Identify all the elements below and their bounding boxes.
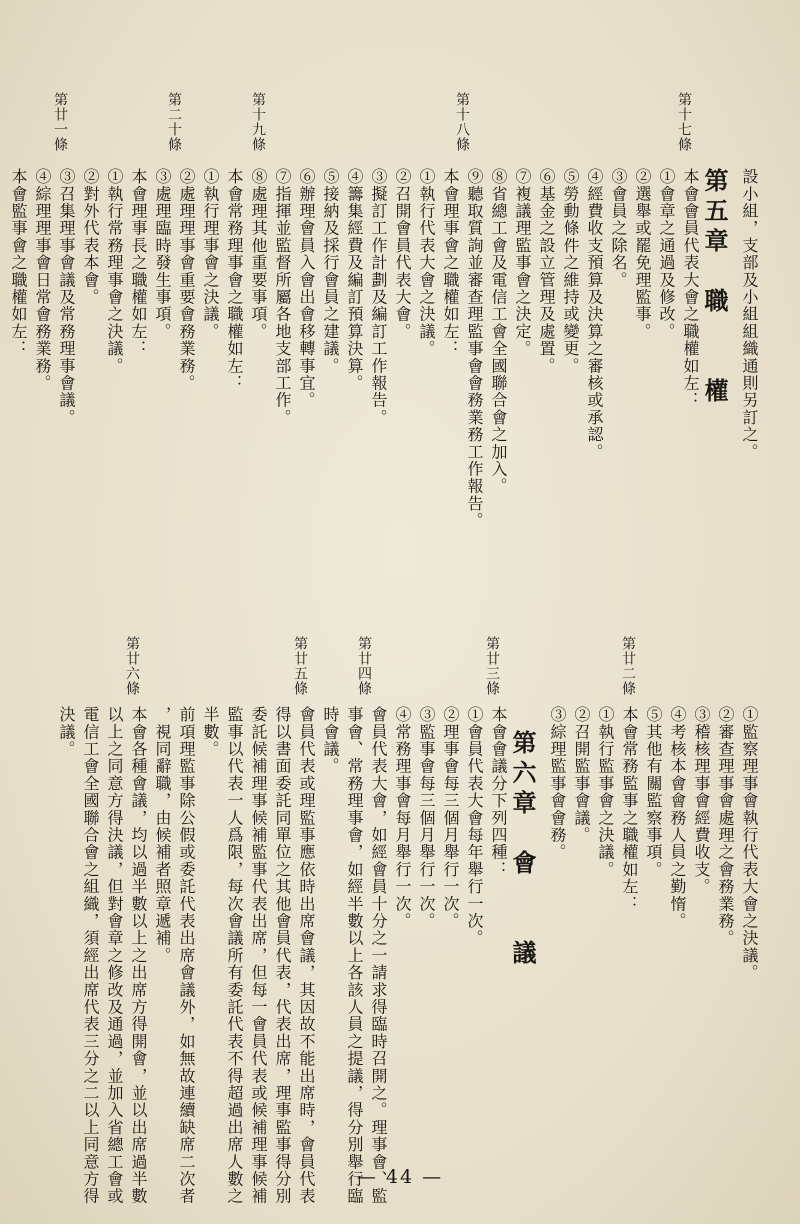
text-line: ②召開會員代表大會。 <box>393 168 412 340</box>
text-line: 委託候補理事候補監事代表出席，但每一會員代表或候補理事候補 <box>249 706 268 1205</box>
text-line: ②處理理事會重要會務業務。 <box>177 168 196 392</box>
text-line: 決議。 <box>57 706 76 758</box>
text-line: 本會常務監事之職權如左： <box>620 706 639 913</box>
text-line: ⑥基金之設立管理及處置。 <box>537 168 556 375</box>
article-number: 第二十條 <box>166 92 182 152</box>
text-line: 時會議。 <box>321 706 340 775</box>
article-number: 第廿六條 <box>124 636 140 696</box>
text-line: ①會章之通過及修改。 <box>657 168 676 340</box>
text-line: ④常務理事會每月舉行一次。 <box>393 706 412 930</box>
article-number: 第十八條 <box>454 92 470 152</box>
text-line: ⑨聽取質詢並審查理監事會會務業務工作報告。 <box>465 168 484 530</box>
text-line: 以上之同意方得決議，但對會章之修改及通過，並加入省總工會或 <box>105 706 124 1205</box>
text-line: 本會理事長之職權如左： <box>129 168 148 358</box>
text-line: ⑤勞動條件之維持或變更。 <box>561 168 580 375</box>
text-line: ③綜理監事會會務。 <box>548 706 567 861</box>
page-number: — 44 — <box>356 1166 444 1188</box>
text-line: ③召集理事會議及常務理事會議。 <box>57 168 76 426</box>
text-line: 半數。 <box>201 706 220 758</box>
text-line: ②選舉或罷免理監事。 <box>633 168 652 340</box>
text-line: ③會員之除名。 <box>609 168 628 289</box>
text-line: 設小組，支部及小組組織通則另訂之。 <box>740 168 759 461</box>
text-line: 本會會議分下列四種： <box>489 706 508 878</box>
chapter-heading: 第六章 會 議 <box>508 730 537 970</box>
text-line: 會員代表或理監事應依時出席會議，其因故不能出席時，會員代表 <box>297 706 316 1205</box>
text-line: ①會員代表大會每年舉行一次。 <box>465 706 484 947</box>
text-line: ④綜理理事會日常會務業務。 <box>33 168 52 392</box>
article-number: 第廿一條 <box>52 92 68 152</box>
text-line: ①監察理事會執行代表大會之決議。 <box>740 706 759 982</box>
text-line: ②召開監事會議。 <box>572 706 591 844</box>
text-line: ②對外代表本會。 <box>81 168 100 306</box>
text-line: 得以書面委託同單位之其他會員代表，代表出席，理事監事得分別 <box>273 706 292 1205</box>
text-line: ①執行常務理事會之決議。 <box>105 168 124 375</box>
text-line: ③處理臨時發生事項。 <box>153 168 172 340</box>
text-line: ①執行監事會之決議。 <box>596 706 615 878</box>
text-line: ⑧省總工會及電信工會全國聯合會之加入。 <box>489 168 508 495</box>
text-line: ⑤其他有關監察事項。 <box>644 706 663 878</box>
text-line: 本會理事會之職權如左： <box>441 168 460 358</box>
text-line: ①執行代表大會之決議。 <box>417 168 436 358</box>
text-line: ①執行理事會之決議。 <box>201 168 220 340</box>
text-line: ③擬訂工作計劃及編訂工作報告。 <box>369 168 388 426</box>
text-line: ②理事會每三個月舉行一次。 <box>441 706 460 930</box>
text-line: ⑤接納及採行會員之建議。 <box>321 168 340 375</box>
text-line: 本會常務理事會之職權如左： <box>225 168 244 392</box>
text-line: 本會各種會議，均以過半數以上之出席方得開會，並以出席過半數 <box>129 706 148 1205</box>
text-line: ②審查理事會處理之會務業務。 <box>716 706 735 947</box>
text-line: ③監事會每三個月舉行一次。 <box>417 706 436 930</box>
text-line: ④籌集經費及編訂預算決算。 <box>345 168 364 392</box>
text-line: 事會、常務理事會，如經半數以上各該人員之提議，得分別舉行臨 <box>345 706 364 1205</box>
text-line: 會員代表大會，如經會員十分之一請求得臨時召開之。理事會、監 <box>369 706 388 1205</box>
chapter-heading: 第五章 職 權 <box>700 168 729 408</box>
text-line: ⑦複議理監事會之決定。 <box>513 168 532 358</box>
article-number: 第廿二條 <box>620 636 636 696</box>
text-line: 本會監事會之職權如左： <box>9 168 28 358</box>
article-number: 第十九條 <box>250 92 266 152</box>
text-line: 本會會員代表大會之職權如左： <box>681 168 700 409</box>
article-number: 第廿四條 <box>356 636 372 696</box>
text-line: ③稽核理事會經費收支。 <box>692 706 711 896</box>
text-line: ④經費收支預算及決算之審核或承認。 <box>585 168 604 461</box>
text-line: ⑥辦理會員入會出會移轉事宜。 <box>297 168 316 409</box>
article-number: 第廿三條 <box>484 636 500 696</box>
article-number: 第十七條 <box>676 92 692 152</box>
text-line: ⑦指揮並監督所屬各地支部工作。 <box>273 168 292 426</box>
text-line: ，視同辭職，由候補者照章遞補。 <box>153 706 172 964</box>
text-line: 監事以代表一人爲限，每次會議所有委託代表不得超過出席人數之 <box>225 706 244 1205</box>
article-number: 第廿五條 <box>292 636 308 696</box>
text-line: ⑧處理其他重要事項。 <box>249 168 268 340</box>
text-line: 電信工會全國聯合會之組織，須經出席代表三分之二以上同意方得 <box>81 706 100 1205</box>
text-line: ④考核本會會務人員之勤惰。 <box>668 706 687 930</box>
text-line: 前項理監事除公假或委託代表出席會議外，如無故連續缺席二次者 <box>177 706 196 1205</box>
